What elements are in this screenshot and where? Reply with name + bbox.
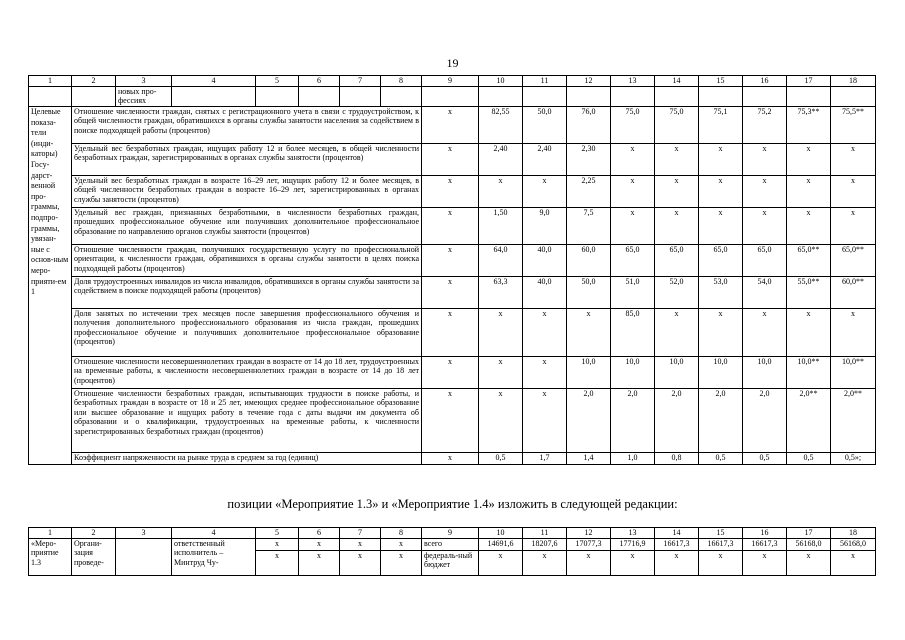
column-header: 5 xyxy=(256,76,299,87)
indicator-value: 65,0** xyxy=(787,245,831,277)
indicator-value: х xyxy=(611,144,655,176)
funding-source: федераль-ный бюджет xyxy=(422,551,479,576)
column-header: 13 xyxy=(611,76,655,87)
table-cell xyxy=(116,539,172,576)
column-header: 4 xyxy=(172,76,256,87)
indicator-value: 2,0 xyxy=(699,389,743,453)
funding-value: х xyxy=(655,551,699,576)
indicator-value: 0,5 xyxy=(787,453,831,465)
column-header: 9 xyxy=(422,76,479,87)
indicator-value: х xyxy=(831,176,876,208)
indicator-value: х xyxy=(422,245,479,277)
table-cell xyxy=(479,87,523,107)
indicator-value: х xyxy=(479,357,523,389)
indicator-value: 0,8 xyxy=(655,453,699,465)
indicator-description: Отношение численности граждан, снятых с регистрационного учета в связи с трудоустройством, к общей численности граждан, обратившихся в органы службы занятости населения за содействием в поиске подходящей работы (процентов) xyxy=(72,107,422,144)
indicator-value: 2,0** xyxy=(831,389,876,453)
indicator-value: 2,25 xyxy=(567,176,611,208)
indicator-description: Удельный вес безработных граждан, ищущих работу 12 и более месяцев, в общей численности безработных граждан, зарегистрированных в органах службы занятости (процентов) xyxy=(72,144,422,176)
funding-value: 56168,0 xyxy=(787,539,831,551)
indicator-value: 65,0** xyxy=(831,245,876,277)
column-header: 17 xyxy=(787,528,831,539)
indicator-value: х xyxy=(611,208,655,245)
funding-value: х xyxy=(611,551,655,576)
indicator-value: х xyxy=(422,208,479,245)
table-cell: х xyxy=(381,551,422,576)
indicator-value: х xyxy=(787,309,831,357)
indicator-value: х xyxy=(831,144,876,176)
indicator-value: 1,50 xyxy=(479,208,523,245)
indicator-value: 2,0 xyxy=(567,389,611,453)
indicator-value: 85,0 xyxy=(611,309,655,357)
indicator-value: 75,5** xyxy=(831,107,876,144)
indicator-value: х xyxy=(655,176,699,208)
indicator-value: х xyxy=(831,309,876,357)
indicator-value: 10,0 xyxy=(611,357,655,389)
table-cell xyxy=(299,87,340,107)
table-cell xyxy=(655,87,699,107)
indicator-description: Коэффициент напряженности на рынке труда в среднем за год (единиц) xyxy=(72,453,422,465)
column-header: 18 xyxy=(831,76,876,87)
indicator-description: Доля занятых по истечении трех месяцев после завершения профессионального обучения и получения дополнительного профессионального образования из числа граждан, прошедших профессиональное обучение и получивших дополнительное профессиональное образование (процентов) xyxy=(72,309,422,357)
table-cell xyxy=(743,87,787,107)
table-row xyxy=(29,144,876,176)
indicator-value: 75,2 xyxy=(743,107,787,144)
column-header-row xyxy=(29,76,876,87)
indicator-value: х xyxy=(523,389,567,453)
indicator-value: х xyxy=(743,144,787,176)
funding-value: 16617,3 xyxy=(655,539,699,551)
indicator-value: 65,0 xyxy=(611,245,655,277)
indicator-value: х xyxy=(422,107,479,144)
indicator-value: х xyxy=(787,208,831,245)
indicator-value: 1,0 xyxy=(611,453,655,465)
column-header: 11 xyxy=(523,76,567,87)
indicator-value: 51,0 xyxy=(611,277,655,309)
indicator-value: 54,0 xyxy=(743,277,787,309)
indicator-value: х xyxy=(743,176,787,208)
column-header: 17 xyxy=(787,76,831,87)
column-header: 3 xyxy=(116,76,172,87)
indicator-value: 10,0** xyxy=(831,357,876,389)
indicator-value: 0,5 xyxy=(479,453,523,465)
table-row xyxy=(29,357,876,389)
column-header: 1 xyxy=(29,76,72,87)
column-header: 15 xyxy=(699,528,743,539)
table-cell xyxy=(381,87,422,107)
funding-value: 17716,9 xyxy=(611,539,655,551)
indicator-value: х xyxy=(787,144,831,176)
table-row xyxy=(29,208,876,245)
indicator-value: 2,40 xyxy=(479,144,523,176)
column-header: 14 xyxy=(655,528,699,539)
row-group-label: Целевые показа-тели (инди-каторы) Госу-дарст-венной про-граммы, подпро-граммы, увязан-ные с основ-ным меро-прияти-ем 1 xyxy=(29,107,72,465)
indicator-value: 53,0 xyxy=(699,277,743,309)
indicator-value: 60,0** xyxy=(831,277,876,309)
indicator-value: х xyxy=(699,144,743,176)
table-cell xyxy=(523,87,567,107)
indicator-value: 65,0 xyxy=(699,245,743,277)
amendment-text: позиции «Мероприятие 1.3» и «Мероприятие 1.4» изложить в следующей редакции: xyxy=(227,497,678,511)
table-cell xyxy=(567,87,611,107)
indicator-description: Удельный вес безработных граждан в возрасте 16–29 лет, ищущих работу 12 и более месяцев, в общей численности безработных граждан в возрасте 16–29 лет, зарегистрированных в органах службы занятости (процентов) xyxy=(72,176,422,208)
table-row xyxy=(29,389,876,453)
column-header: 16 xyxy=(743,528,787,539)
indicator-value: 2,40 xyxy=(523,144,567,176)
indicator-value: 65,0 xyxy=(655,245,699,277)
indicator-value: 2,0 xyxy=(655,389,699,453)
table-cell xyxy=(256,87,299,107)
table-row xyxy=(29,309,876,357)
indicator-value: 40,0 xyxy=(523,277,567,309)
indicator-value: 63,3 xyxy=(479,277,523,309)
indicator-value: 40,0 xyxy=(523,245,567,277)
table-cell xyxy=(787,87,831,107)
column-header: 10 xyxy=(479,76,523,87)
indicator-value: х xyxy=(655,144,699,176)
column-header-row xyxy=(29,528,876,539)
indicator-value: 10,0 xyxy=(699,357,743,389)
column-header: 6 xyxy=(299,528,340,539)
funding-source: всего xyxy=(422,539,479,551)
table-cell: х xyxy=(340,551,381,576)
column-header: 2 xyxy=(72,528,116,539)
column-header: 7 xyxy=(340,76,381,87)
funding-value: 14691,6 xyxy=(479,539,523,551)
indicator-description: Отношение численности граждан, получивших государственную услугу по профессиональной ориентации, к численности граждан, обратившихся в органы службы занятости в целях поиска подходящей работы (процентов) xyxy=(72,245,422,277)
column-header: 12 xyxy=(567,76,611,87)
funding-value: х xyxy=(699,551,743,576)
column-header: 8 xyxy=(381,528,422,539)
indicator-description: Доля трудоустроенных инвалидов из числа инвалидов, обратившихся в органы службы занятости за содействием в поиске подходящей работы (процентов) xyxy=(72,277,422,309)
indicator-value: х xyxy=(422,176,479,208)
funding-value: х xyxy=(567,551,611,576)
table-row xyxy=(29,107,876,144)
column-header: 12 xyxy=(567,528,611,539)
column-header: 9 xyxy=(422,528,479,539)
cell-fragment: новых про-фессиях xyxy=(116,87,172,107)
indicator-value: 1,4 xyxy=(567,453,611,465)
column-header: 14 xyxy=(655,76,699,87)
indicator-value: х xyxy=(422,389,479,453)
page-number: 19 xyxy=(446,56,459,70)
table-cell: х xyxy=(340,539,381,551)
column-header: 5 xyxy=(256,528,299,539)
column-header: 13 xyxy=(611,528,655,539)
indicator-value: 10,0 xyxy=(743,357,787,389)
table-row xyxy=(29,453,876,465)
table-row xyxy=(29,539,876,551)
table-cell: х xyxy=(256,551,299,576)
indicator-value: 0,5»; xyxy=(831,453,876,465)
table-cell xyxy=(831,87,876,107)
indicator-value: 82,55 xyxy=(479,107,523,144)
indicator-value: 10,0** xyxy=(787,357,831,389)
table-row xyxy=(29,176,876,208)
column-header: 8 xyxy=(381,76,422,87)
indicator-value: х xyxy=(523,309,567,357)
funding-value: 16617,3 xyxy=(743,539,787,551)
indicator-value: х xyxy=(422,277,479,309)
funding-value: 56168,0 xyxy=(831,539,876,551)
indicator-value: х xyxy=(699,208,743,245)
funding-value: х xyxy=(479,551,523,576)
indicator-value: 55,0** xyxy=(787,277,831,309)
column-header: 4 xyxy=(172,528,256,539)
indicator-value: х xyxy=(422,309,479,357)
table-cell: х xyxy=(299,551,340,576)
indicator-value: 0,5 xyxy=(743,453,787,465)
indicator-description: Отношение численности несовершеннолетних граждан в возрасте от 14 до 18 лет, трудоустроенных на временные работы, к численности несовершеннолетних граждан в возрасте от 14 до 18 лет (процентов) xyxy=(72,357,422,389)
indicator-value: х xyxy=(699,309,743,357)
indicator-value: 64,0 xyxy=(479,245,523,277)
indicator-value: 1,7 xyxy=(523,453,567,465)
column-header: 18 xyxy=(831,528,876,539)
table-cell xyxy=(72,87,116,107)
column-header: 11 xyxy=(523,528,567,539)
indicator-description: Удельный вес граждан, признанных безработными, в численности безработных граждан, прошедших профессиональное обучение или получивших дополнительное профессиональное образование по направлению органов службы занятости (процентов) xyxy=(72,208,422,245)
table-cell: х xyxy=(256,539,299,551)
column-header: 15 xyxy=(699,76,743,87)
funding-value: х xyxy=(743,551,787,576)
indicator-value: 2,30 xyxy=(567,144,611,176)
indicator-value: 75,0 xyxy=(655,107,699,144)
table-cell xyxy=(699,87,743,107)
indicator-value: х xyxy=(655,309,699,357)
table-cell xyxy=(611,87,655,107)
indicator-value: 10,0 xyxy=(567,357,611,389)
column-header: 3 xyxy=(116,528,172,539)
indicator-description: Отношение численности безработных граждан, испытывающих трудности в поиске работы, и безработных граждан в возрасте от 18 и 25 лет, имеющих среднее профессиональное образование или высшее образование и ищущих работу в течение года с даты выдачи им документа об образовании и о квалификации, трудоустроенных на временные работы, к численности зарегистрированных безработных граждан (процентов) xyxy=(72,389,422,453)
funding-value: 16617,3 xyxy=(699,539,743,551)
indicator-value: х xyxy=(611,176,655,208)
indicators-table xyxy=(28,75,876,465)
column-header: 16 xyxy=(743,76,787,87)
indicator-value: 60,0 xyxy=(567,245,611,277)
indicator-value: х xyxy=(787,176,831,208)
indicator-value: 75,1 xyxy=(699,107,743,144)
indicator-value: 75,0 xyxy=(611,107,655,144)
indicator-value: х xyxy=(831,208,876,245)
table-cell xyxy=(340,87,381,107)
funding-value: х xyxy=(523,551,567,576)
indicator-value: х xyxy=(479,389,523,453)
table-row xyxy=(29,277,876,309)
indicator-value: 2,0 xyxy=(611,389,655,453)
indicator-value: х xyxy=(479,309,523,357)
table-cell xyxy=(29,87,72,107)
table-cell xyxy=(422,87,479,107)
indicator-value: х xyxy=(567,309,611,357)
column-header: 6 xyxy=(299,76,340,87)
indicator-value: 7,5 xyxy=(567,208,611,245)
responsible-executor: ответственный исполнитель – Минтруд Чу- xyxy=(172,539,256,576)
column-header: 7 xyxy=(340,528,381,539)
indicator-value: 9,0 xyxy=(523,208,567,245)
table-cell: х xyxy=(381,539,422,551)
indicator-value: х xyxy=(523,357,567,389)
indicator-value: х xyxy=(422,357,479,389)
indicator-value: х xyxy=(699,176,743,208)
funding-value: х xyxy=(831,551,876,576)
indicator-value: 76,0 xyxy=(567,107,611,144)
funding-value: 18207,6 xyxy=(523,539,567,551)
indicator-value: х xyxy=(655,208,699,245)
indicator-value: 50,0 xyxy=(567,277,611,309)
indicator-value: 2,0** xyxy=(787,389,831,453)
indicator-value: х xyxy=(523,176,567,208)
column-header: 1 xyxy=(29,528,72,539)
measures-table xyxy=(28,527,876,576)
funding-value: 17077,3 xyxy=(567,539,611,551)
indicator-value: 2,0 xyxy=(743,389,787,453)
table-row xyxy=(29,245,876,277)
indicator-value: 75,3** xyxy=(787,107,831,144)
column-header: 10 xyxy=(479,528,523,539)
column-header: 2 xyxy=(72,76,116,87)
indicator-value: 52,0 xyxy=(655,277,699,309)
indicator-value: х xyxy=(479,176,523,208)
indicator-value: х xyxy=(422,453,479,465)
measure-name: «Меро-приятие 1.3 xyxy=(29,539,72,576)
indicator-value: х xyxy=(422,144,479,176)
table-cell: х xyxy=(299,539,340,551)
indicator-value: 0,5 xyxy=(699,453,743,465)
table-cell xyxy=(172,87,256,107)
indicator-value: х xyxy=(743,309,787,357)
measure-title: Органи-зация проведе- xyxy=(72,539,116,576)
table-row xyxy=(29,87,876,107)
funding-value: х xyxy=(787,551,831,576)
indicator-value: х xyxy=(743,208,787,245)
indicator-value: 10,0 xyxy=(655,357,699,389)
indicator-value: 65,0 xyxy=(743,245,787,277)
indicator-value: 50,0 xyxy=(523,107,567,144)
